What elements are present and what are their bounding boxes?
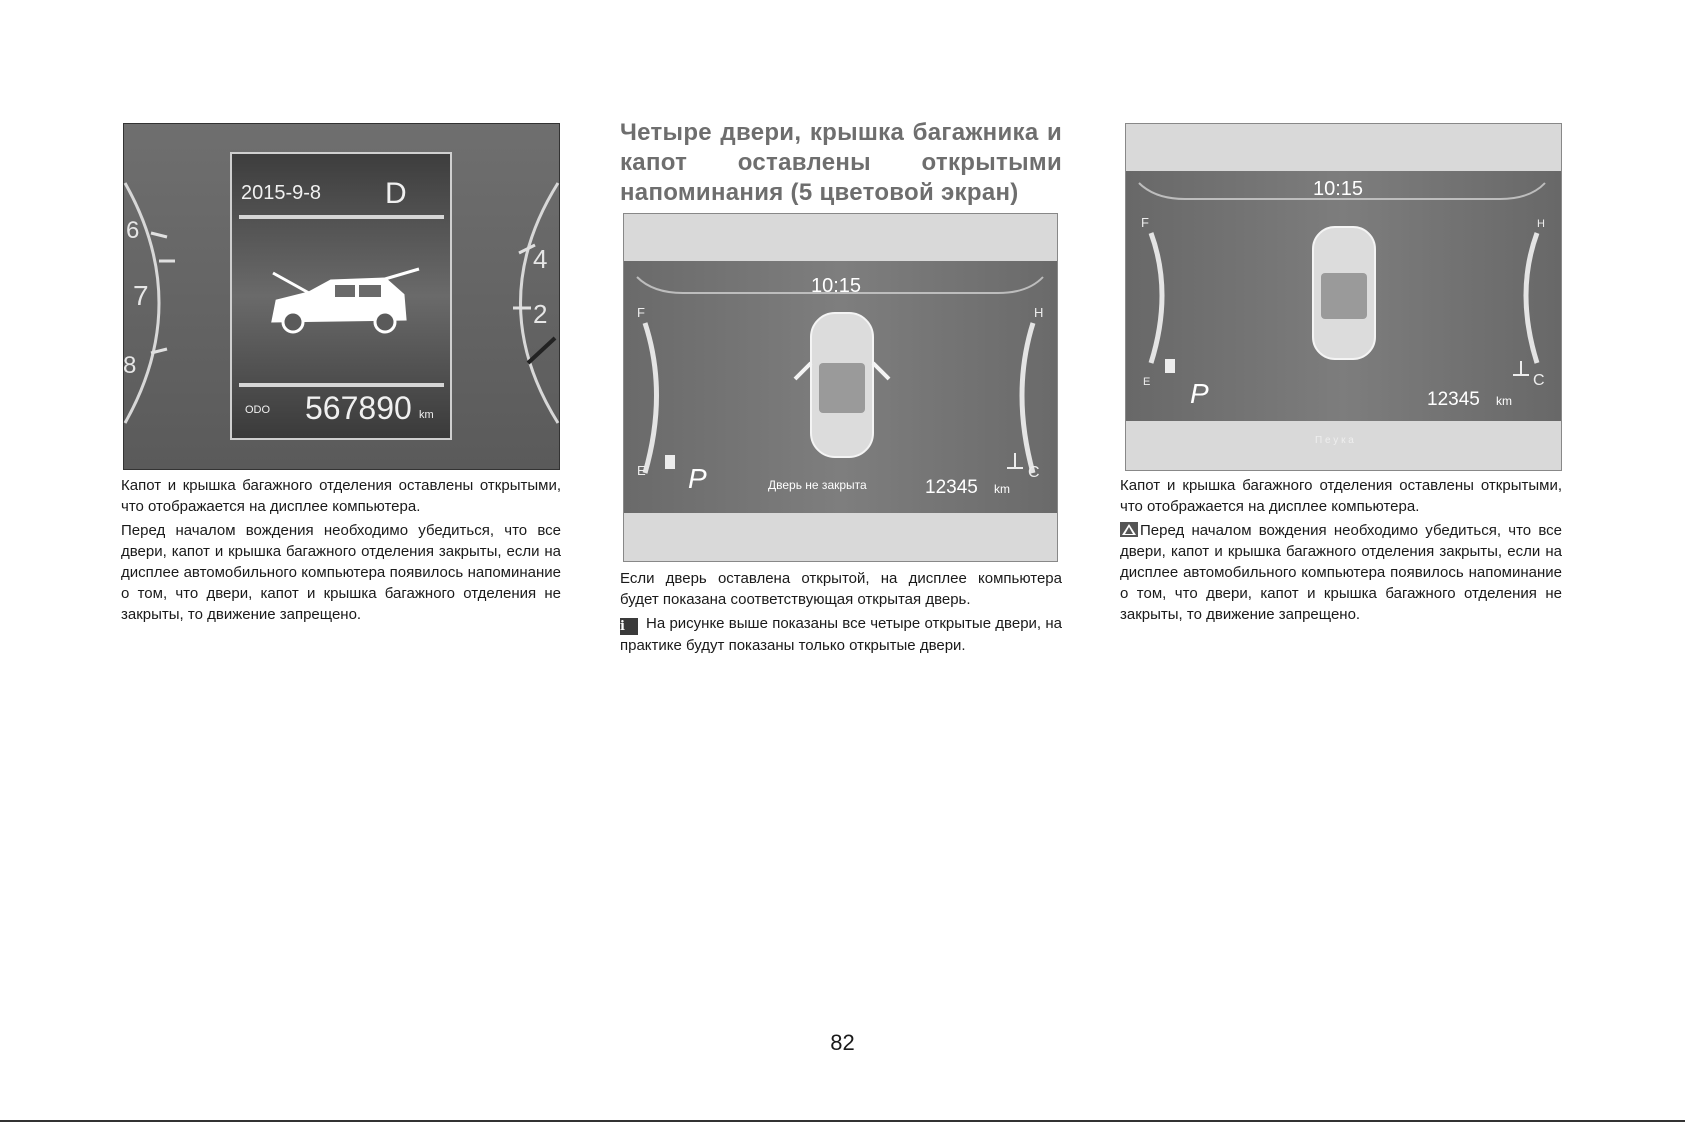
- gear-indicator: P: [688, 463, 707, 494]
- middle-caption: Если дверь оставлена открытой, на дисплее компьютера будет показана соответствующая открытая дверь.: [620, 570, 1062, 608]
- fuel-pump-icon: [1165, 359, 1175, 373]
- right-text: [1120, 475, 1562, 625]
- display-footer: П е у к а: [1315, 435, 1354, 446]
- section-heading: Четыре двери, крышка багажника и капот оставлены открытыми напоминания (5 цветовой экран): [620, 119, 1062, 206]
- clock: 10:15: [1313, 178, 1364, 200]
- left-note: Перед началом вождения необходимо убедиться, что все двери, капот и крышка багажного отделения закрыты, если на дисплее автомобильного компьютера появилось напоминание о том, что двери, капот и крышка багажного отделения не закрыты, то движение запрещено.: [121, 522, 561, 623]
- right-note-paragraph: [1120, 520, 1562, 625]
- left-caption: Капот и крышка багажного отделения оставлены открытыми, что отображается на дисплее компьютера.: [121, 477, 561, 515]
- odo-label: ODO: [245, 404, 271, 416]
- right-gauge-tick: 2: [533, 299, 548, 329]
- odometer-value: 12345: [925, 477, 978, 498]
- bottom-rule: [0, 1120, 1685, 1122]
- svg-text:H: H: [1034, 305, 1044, 320]
- display-image-right: [1125, 123, 1562, 471]
- info-icon: i: [620, 618, 638, 635]
- left-gauge-tick: 7: [133, 280, 149, 311]
- fuel-pump-icon: [665, 455, 675, 469]
- odometer-value: 12345: [1427, 389, 1480, 410]
- page-number: 82: [830, 1030, 855, 1055]
- right-caption: Капот и крышка багажного отделения оставлены открытыми, что отображается на дисплее компьютера.: [1120, 477, 1562, 515]
- cluster-image-left: [123, 123, 560, 470]
- svg-text:C: C: [1533, 372, 1545, 389]
- clock: 10:15: [811, 275, 862, 297]
- instrument-cluster-illustration: [123, 123, 560, 470]
- car-top-view-hood-trunk-open-icon: [1313, 227, 1375, 359]
- warning-icon: [1120, 522, 1138, 537]
- right-note: Перед началом вождения необходимо убедиться, что все двери, капот и крышка багажного отделения закрыты, если на дисплее автомобильного компьютера появилось напоминание о том, что двери, капот и крышка багажного отделения не закрыты, то движение запрещено.: [1120, 522, 1562, 623]
- left-gauge-tick: 8: [123, 352, 137, 379]
- svg-text:C: C: [1028, 464, 1040, 481]
- door-open-message: Дверь не закрыта: [768, 478, 867, 492]
- gear-indicator: P: [1190, 378, 1209, 409]
- svg-text:E: E: [637, 463, 646, 478]
- odo-unit: km: [994, 482, 1010, 496]
- right-gauge-tick: 4: [533, 244, 548, 274]
- left-gauge-tick: 6: [126, 217, 140, 244]
- odo-unit: km: [1496, 394, 1512, 408]
- svg-text:H: H: [1537, 218, 1545, 230]
- odometer-value: 567890: [305, 390, 412, 426]
- svg-text:F: F: [637, 305, 645, 320]
- svg-text:F: F: [1141, 215, 1149, 230]
- svg-text:E: E: [1143, 376, 1151, 388]
- date-readout: 2015-9-8: [241, 182, 322, 204]
- middle-text: [620, 568, 1062, 656]
- display-image-middle: [623, 213, 1058, 562]
- gear-indicator: D: [385, 177, 407, 210]
- color-display-hood-trunk-open: [1125, 123, 1562, 471]
- color-display-doors-open: [623, 213, 1058, 562]
- left-text: [121, 475, 561, 625]
- middle-note-paragraph: [620, 613, 1062, 656]
- odo-unit: km: [419, 409, 434, 421]
- middle-note: На рисунке выше показаны все четыре открытые двери, на практике будут показаны только открытые двери.: [620, 615, 1062, 654]
